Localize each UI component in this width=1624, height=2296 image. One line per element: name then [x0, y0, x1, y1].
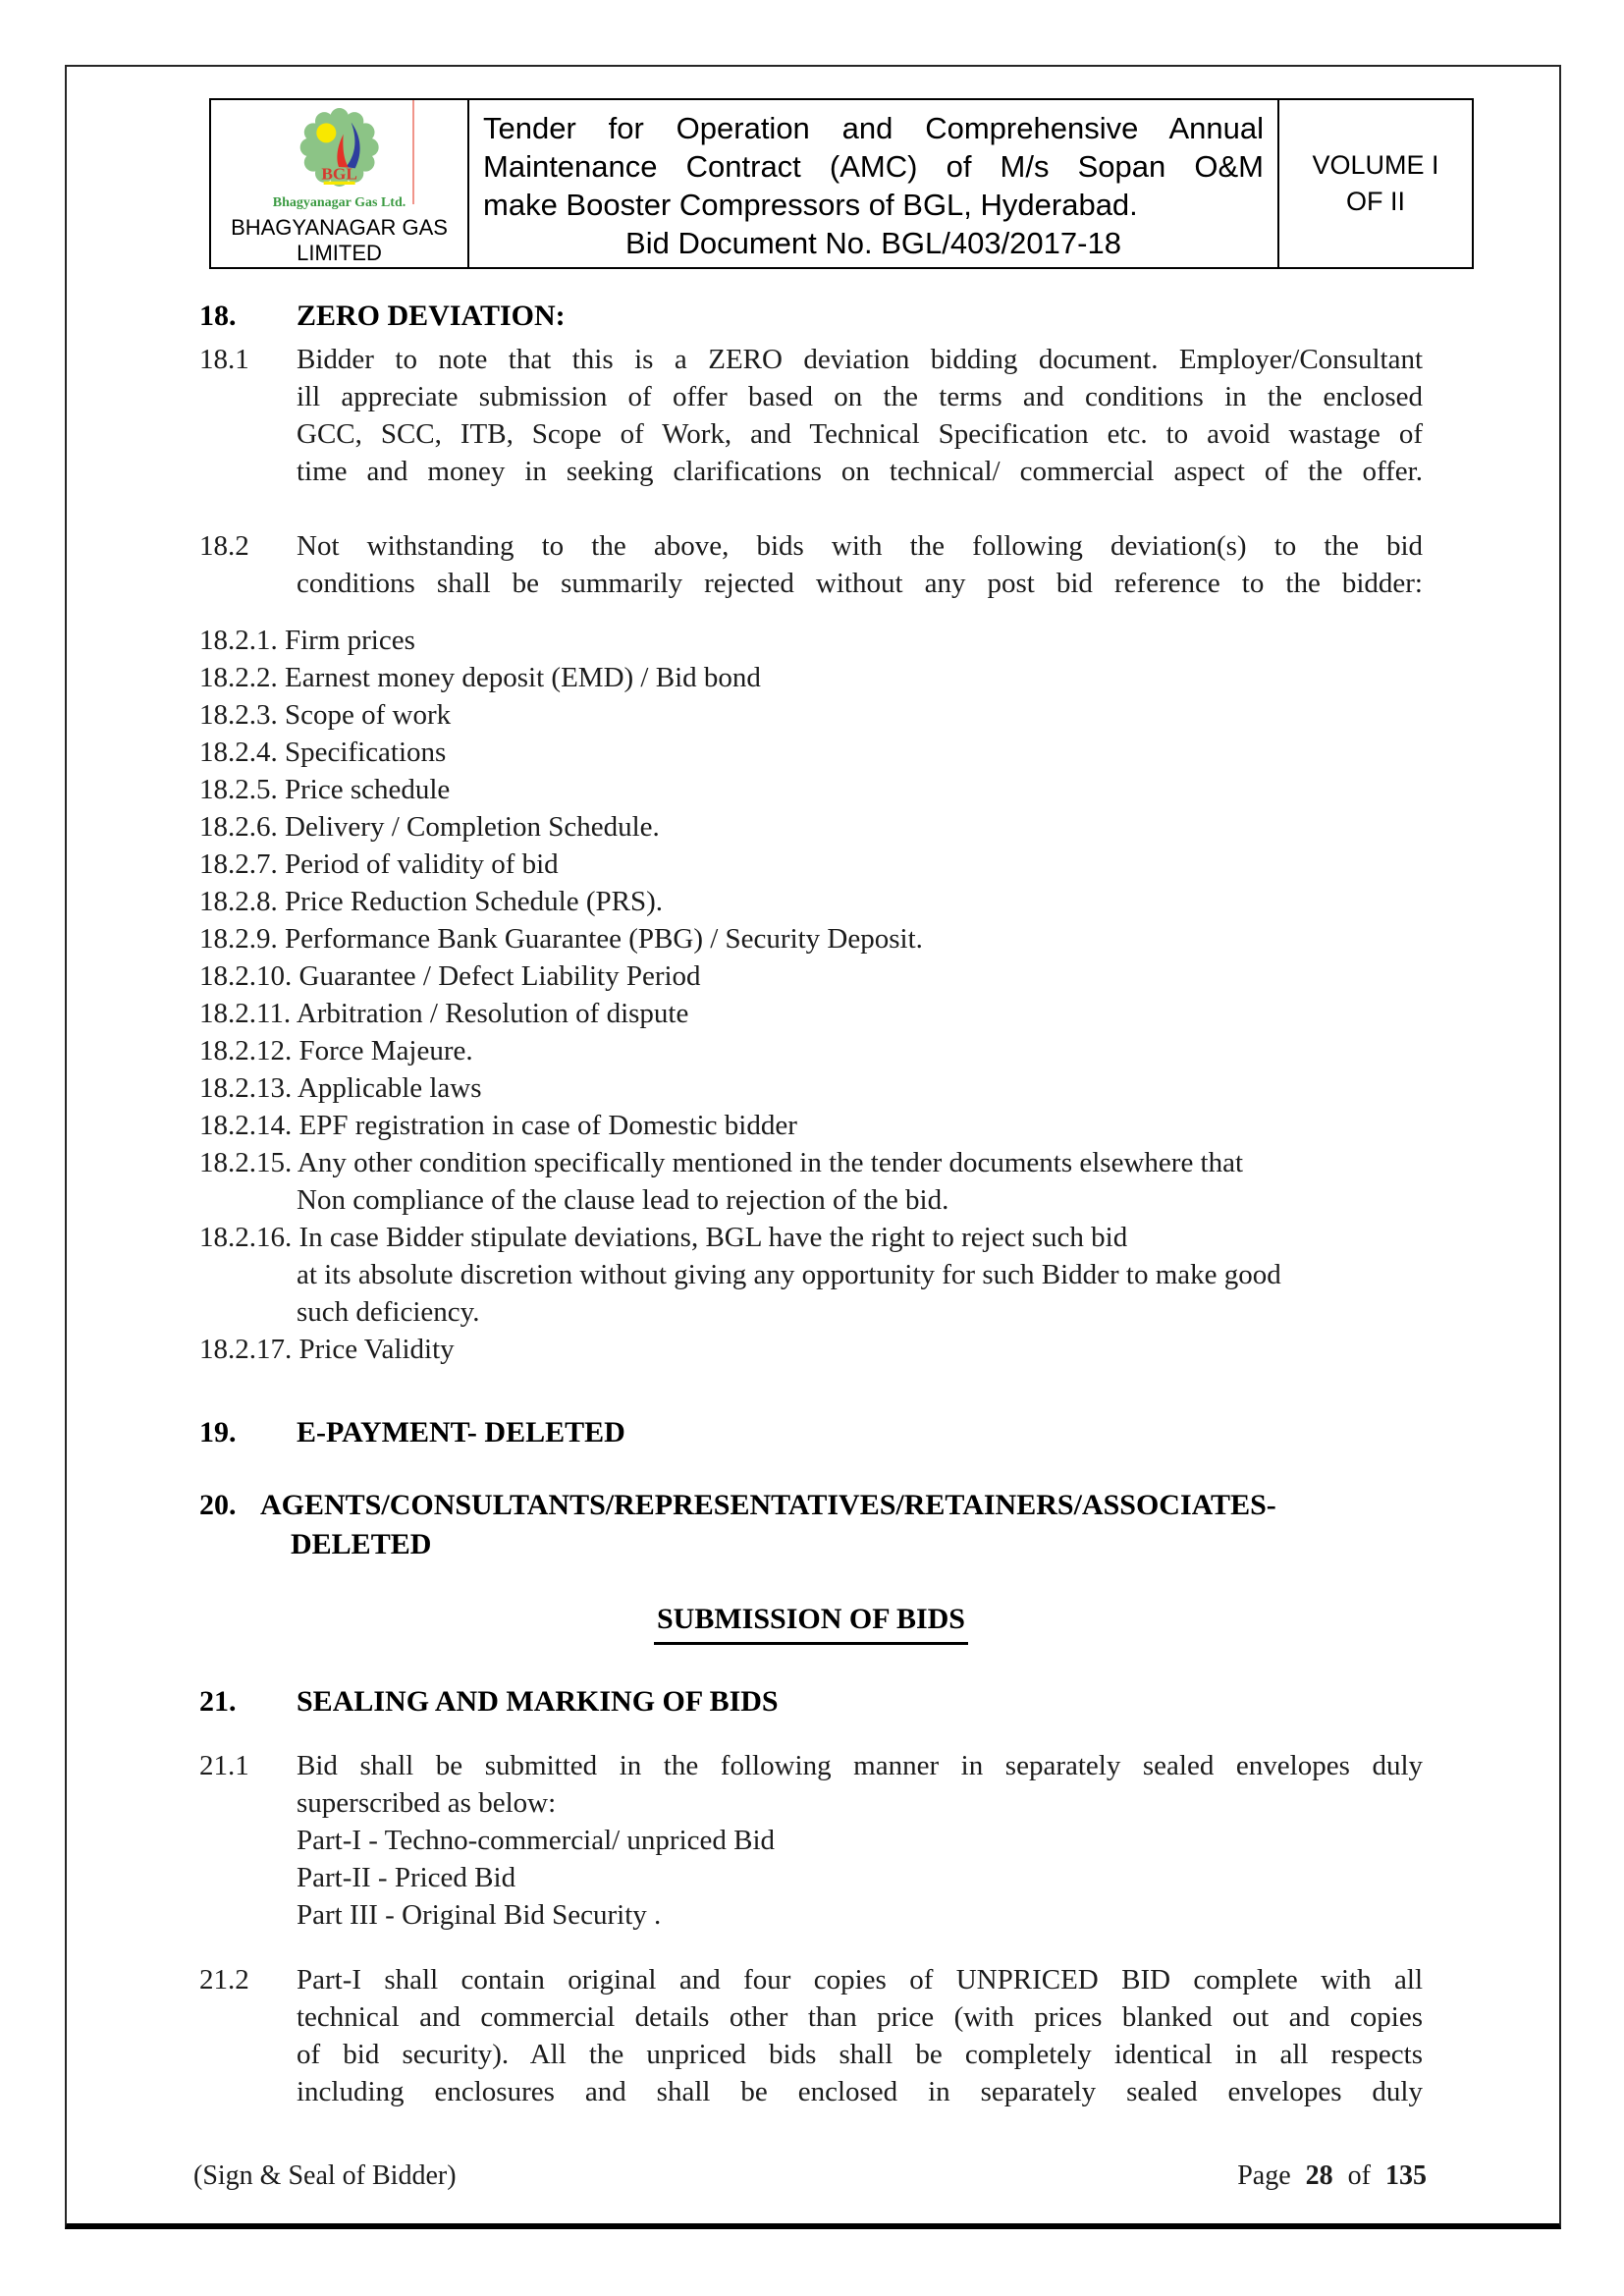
clause-text-line: time and money in seeking clarifications on technical/ commercial aspect of the offer. [297, 456, 1423, 487]
deviation-item: 18.2.10. Guarantee / Defect Liability Period [199, 960, 701, 992]
submission-heading-text: SUBMISSION OF BIDS [654, 1600, 968, 1645]
section-number: 18. [199, 300, 237, 332]
bid-part-line: Part III - Original Bid Security . [297, 1899, 662, 1931]
clause-text-line: Bid shall be submitted in the following manner in separately sealed envelopes duly [297, 1750, 1423, 1781]
deviation-item: 18.2.3. Scope of work [199, 699, 452, 731]
bid-part-line: Part-II - Priced Bid [297, 1862, 516, 1893]
clause-text-line: Bidder to note that this is a ZERO deviation bidding document. Employer/Consultant [297, 344, 1423, 375]
page-number-indicator [1237, 2159, 1427, 2194]
sun-icon [316, 123, 336, 142]
clause-text-line: conditions shall be summarily rejected without any post bid reference to the bidder: [297, 568, 1423, 599]
clause-text-line: ill appreciate submission of offer based on the terms and conditions in the enclosed [297, 381, 1423, 412]
deviation-item: 18.2.17. Price Validity [199, 1334, 455, 1365]
clause-text-line: GCC, SCC, ITB, Scope of Work, and Technical Specification etc. to avoid wastage of [297, 418, 1423, 450]
section-number: 20. [199, 1489, 237, 1521]
deviation-item: 18.2.2. Earnest money deposit (EMD) / Bid bond [199, 662, 761, 693]
section-number: 21. [199, 1685, 237, 1718]
sign-seal-note: (Sign & Seal of Bidder) [193, 2160, 457, 2191]
section-title-line: AGENTS/CONSULTANTS/REPRESENTATIVES/RETAINERS/ASSOCIATES- [260, 1489, 1276, 1521]
deviation-item-continuation: such deficiency. [297, 1296, 480, 1328]
clause-text-line: including enclosures and shall be enclosed in separately sealed envelopes duly [297, 2076, 1423, 2107]
clause-21-1 [199, 1747, 1423, 1934]
volume-line: VOLUME I [1312, 150, 1439, 180]
clause-18-1 [199, 341, 1423, 490]
deviation-item: 18.2.1. Firm prices [199, 625, 415, 656]
tender-title-line: Maintenance Contract (AMC) of M/s Sopan O&M [483, 149, 1264, 184]
scan-artifact-red-line [412, 100, 414, 204]
page-of-label: of [1347, 2160, 1371, 2191]
bid-document-number: Bid Document No. BGL/403/2017-18 [625, 226, 1121, 260]
clause-text-line: superscribed as below: [297, 1787, 557, 1819]
deviation-item: 18.2.4. Specifications [199, 737, 447, 768]
section-title-line: DELETED [291, 1528, 432, 1560]
clause-text-line: Not withstanding to the above, bids with the following deviation(s) to the bid [297, 530, 1423, 562]
deviation-item-continuation: Non compliance of the clause lead to rejection of the bid. [297, 1184, 949, 1216]
section-18-heading [199, 297, 1423, 336]
page-current: 28 [1305, 2160, 1333, 2191]
bid-part-line: Part-I - Techno-commercial/ unpriced Bid [297, 1825, 776, 1856]
logo-cell [211, 100, 469, 267]
page-footer [193, 2159, 1427, 2194]
logo-acronym: BGL [321, 164, 357, 184]
deviation-item: 18.2.13. Applicable laws [199, 1072, 482, 1104]
logo-tagline: Bhagyanagar Gas Ltd. [272, 195, 406, 210]
deviation-item: 18.2.6. Delivery / Completion Schedule. [199, 811, 660, 843]
page-total: 135 [1385, 2160, 1427, 2191]
deviation-list [199, 622, 1423, 1368]
section-title: E-PAYMENT- DELETED [297, 1416, 625, 1449]
company-name: BHAGYANAGAR GAS LIMITED [231, 215, 448, 265]
clause-18-2 [199, 527, 1423, 602]
bgl-logo-icon [294, 108, 385, 194]
page-label: Page [1237, 2160, 1291, 2191]
section-number: 19. [199, 1416, 237, 1449]
header-table [209, 98, 1474, 269]
clause-text-line: technical and commercial details other than price (with prices blanked out and copies [297, 2001, 1423, 2033]
section-title: ZERO DEVIATION: [297, 300, 566, 332]
deviation-item: 18.2.5. Price schedule [199, 774, 451, 805]
section-20-heading [199, 1486, 1423, 1564]
deviation-item: 18.2.11. Arbitration / Resolution of dispute [199, 998, 689, 1029]
section-21-heading [199, 1682, 1423, 1722]
deviation-item: 18.2.7. Period of validity of bid [199, 848, 559, 880]
deviation-item: 18.2.12. Force Majeure. [199, 1035, 473, 1066]
section-19-heading [199, 1413, 1423, 1452]
clause-number: 21.1 [199, 1750, 249, 1781]
deviation-item: 18.2.15. Any other condition specifically mentioned in the tender documents elsewhere that [199, 1147, 1244, 1178]
submission-of-bids-heading [199, 1600, 1423, 1645]
clause-text-line: Part-I shall contain original and four copies of UNPRICED BID complete with all [297, 1964, 1423, 1995]
clause-number: 21.2 [199, 1964, 249, 1995]
volume-cell [1279, 100, 1472, 267]
clause-number: 18.2 [199, 530, 249, 562]
volume-line: OF II [1346, 187, 1405, 216]
deviation-item-continuation: at its absolute discretion without giving any opportunity for such Bidder to make good [297, 1259, 1281, 1290]
clause-text-line: of bid security). All the unpriced bids shall be completely identical in all respects [297, 2039, 1423, 2070]
tender-title-cell [469, 100, 1279, 267]
clause-21-2 [199, 1961, 1423, 2110]
section-title: SEALING AND MARKING OF BIDS [297, 1685, 779, 1718]
clause-number: 18.1 [199, 344, 249, 375]
tender-title-line: make Booster Compressors of BGL, Hyderabad. [483, 188, 1138, 222]
deviation-item: 18.2.14. EPF registration in case of Domestic bidder [199, 1110, 797, 1141]
deviation-item: 18.2.8. Price Reduction Schedule (PRS). [199, 886, 664, 917]
tender-title-line: Tender for Operation and Comprehensive Annual [483, 111, 1264, 145]
document-body [199, 297, 1423, 2110]
deviation-item: 18.2.9. Performance Bank Guarantee (PBG) / Security Deposit. [199, 923, 923, 955]
deviation-item: 18.2.16. In case Bidder stipulate deviations, BGL have the right to reject such bid [199, 1222, 1128, 1253]
